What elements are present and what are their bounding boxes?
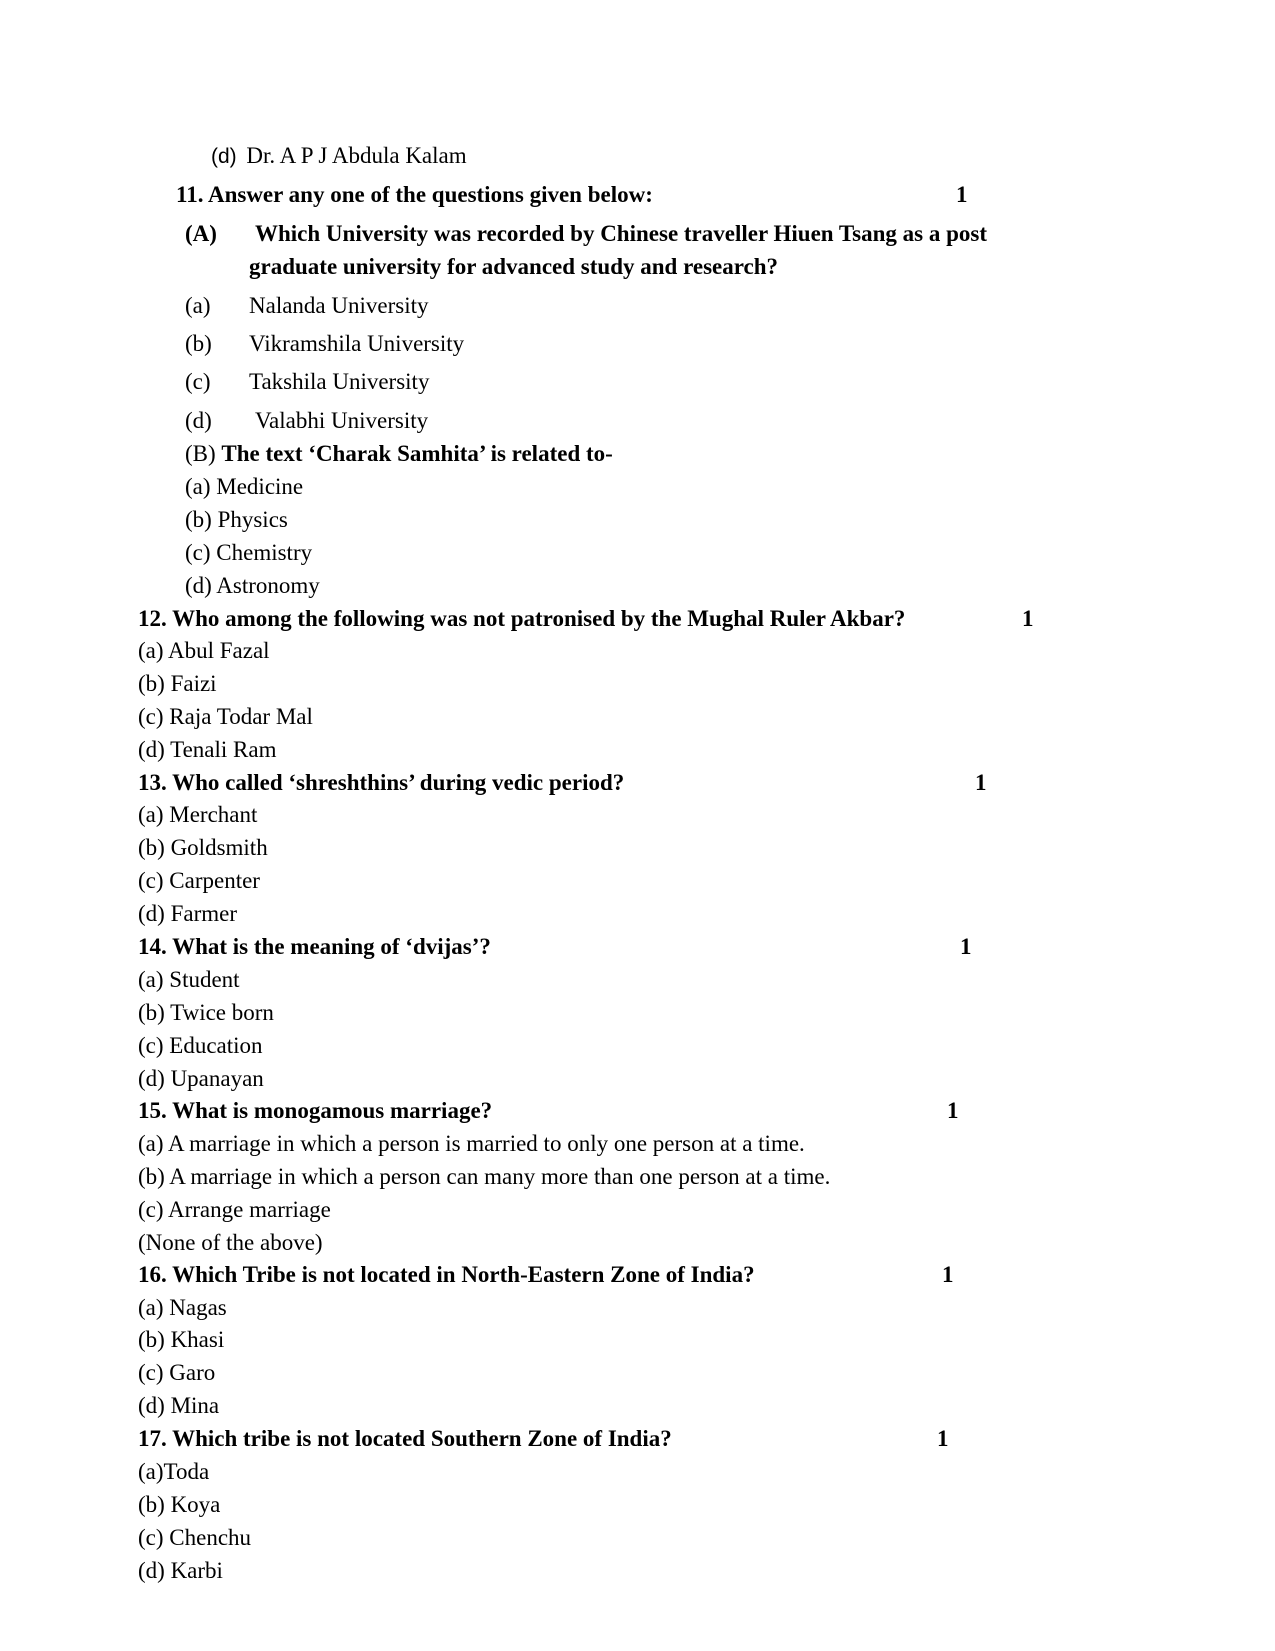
option-text: Vikramshila University xyxy=(249,331,465,356)
question-13-marks: 1 xyxy=(975,770,987,795)
list-item: (b) Khasi xyxy=(138,1327,225,1352)
list-item: (d) Mina xyxy=(138,1393,220,1418)
question-14: 14. What is the meaning of ‘dvijas’? xyxy=(138,934,491,959)
question-11-part-a-line2: graduate university for advanced study and research? xyxy=(249,254,779,279)
list-item: (b) Twice born xyxy=(138,1000,274,1025)
option-text: Nalanda University xyxy=(249,293,429,318)
list-item: (b) Faizi xyxy=(138,671,217,696)
prev-option-d xyxy=(211,142,467,171)
option-text: Valabhi University xyxy=(255,408,429,433)
list-item: (c) Garo xyxy=(138,1360,216,1385)
question-14-marks: 1 xyxy=(960,934,972,959)
list-item: (b) Goldsmith xyxy=(138,835,268,860)
list-item: (a) A marriage in which a person is married to only one person at a time. xyxy=(138,1131,805,1156)
list-item: (c) Chenchu xyxy=(138,1525,252,1550)
question-11-part-a-line1: Which University was recorded by Chinese traveller Hiuen Tsang as a post xyxy=(255,221,987,246)
option-label: (d) xyxy=(211,145,237,168)
list-item: (d) Astronomy xyxy=(185,573,320,598)
list-item: (c) Education xyxy=(138,1033,263,1058)
part-b-question: The text ‘Charak Samhita’ is related to- xyxy=(221,441,613,466)
list-item: (c) Arrange marriage xyxy=(138,1197,331,1222)
question-15: 15. What is monogamous marriage? xyxy=(138,1098,493,1123)
option-label: (c) xyxy=(185,369,211,394)
list-item: (c) Carpenter xyxy=(138,868,260,893)
option-text: Takshila University xyxy=(249,369,430,394)
list-item: (a) Nagas xyxy=(138,1295,227,1320)
option-label: (a) xyxy=(185,293,211,318)
question-11: 11. Answer any one of the questions given below: xyxy=(176,182,653,207)
question-11-marks: 1 xyxy=(956,182,968,207)
option-label: (d) xyxy=(185,408,212,433)
question-13: 13. Who called ‘shreshthins’ during vedic period? xyxy=(138,770,625,795)
list-item: (b) Koya xyxy=(138,1492,221,1517)
question-15-marks: 1 xyxy=(947,1098,959,1123)
question-12: 12. Who among the following was not patronised by the Mughal Ruler Akbar? xyxy=(138,606,906,631)
option-text: Dr. A P J Abdula Kalam xyxy=(246,143,467,168)
question-11-part-a-label: (A) xyxy=(185,221,217,246)
question-11-part-b xyxy=(185,440,613,468)
list-item: (a)Toda xyxy=(138,1459,210,1484)
question-16: 16. Which Tribe is not located in North-Eastern Zone of India? xyxy=(138,1262,755,1287)
question-12-marks: 1 xyxy=(1022,606,1034,631)
question-17: 17. Which tribe is not located Southern Zone of India? xyxy=(138,1426,672,1451)
list-item: (a) Abul Fazal xyxy=(138,638,270,663)
list-item: (b) Physics xyxy=(185,507,288,532)
question-17-marks: 1 xyxy=(937,1426,949,1451)
list-item: (c) Chemistry xyxy=(185,540,313,565)
list-item: (d) Farmer xyxy=(138,901,237,926)
part-b-label: (B) xyxy=(185,441,216,466)
list-item: (c) Raja Todar Mal xyxy=(138,704,313,729)
list-item: (d) Upanayan xyxy=(138,1066,264,1091)
question-16-marks: 1 xyxy=(942,1262,954,1287)
list-item: (a) Student xyxy=(138,967,240,992)
list-item: (b) A marriage in which a person can many more than one person at a time. xyxy=(138,1164,831,1189)
list-item: (None of the above) xyxy=(138,1230,323,1255)
list-item: (a) Medicine xyxy=(185,474,304,499)
list-item: (a) Merchant xyxy=(138,802,258,827)
list-item: (d) Karbi xyxy=(138,1558,223,1583)
option-label: (b) xyxy=(185,331,212,356)
list-item: (d) Tenali Ram xyxy=(138,737,277,762)
